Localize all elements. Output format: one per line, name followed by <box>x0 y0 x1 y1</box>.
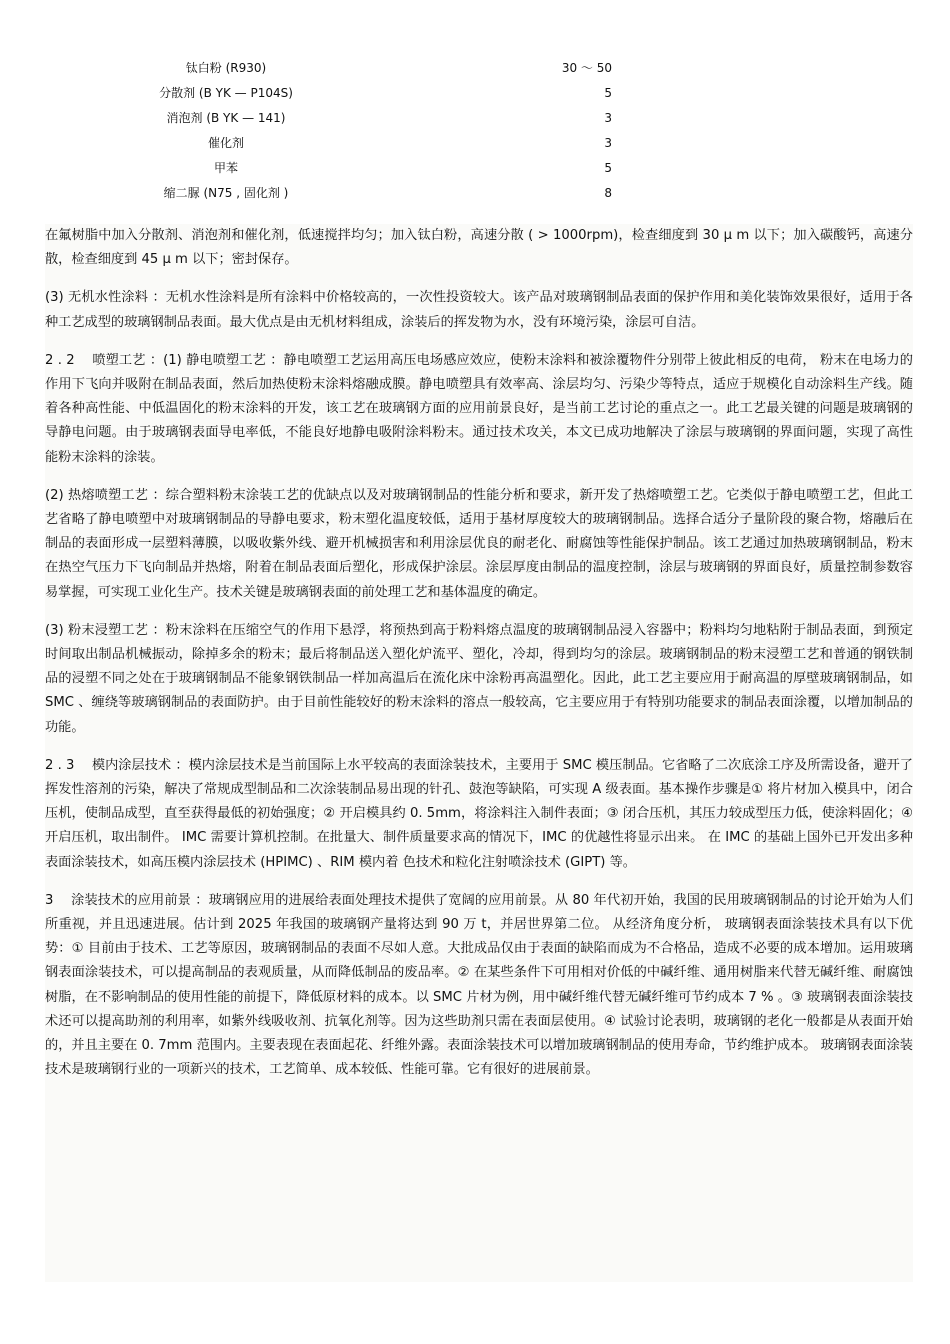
formula-table <box>0 60 950 210</box>
formula-row <box>0 135 950 160</box>
ingredient-amount: 3 <box>604 111 612 125</box>
formula-row <box>0 60 950 85</box>
ingredient-name: 钛白粉 (R930) <box>185 61 267 75</box>
document-body <box>45 224 913 1282</box>
paragraph-inorganic-coating: (3) 无机水性涂料 ：无机水性涂料是所有涂料中价格较高的，一次性投资较大。该产品对玻璃钢制品表面的保护作用和美化装饰效果很好，适用于各种工艺成型的玻璃钢制品表面。最大优点是由无机材料组成，涂装后的挥发物为水，没有环境污染，涂层可自洁。 <box>45 290 913 330</box>
paragraph-electrostatic-spraying: 2 . 2 喷塑工艺 ：(1) 静电喷塑工艺 ：静电喷塑工艺运用高压电场感应效应，使粉末涂料和被涂覆物件分别带上彼此相反的电荷， 粉末在电场力的作用下飞向并吸附在制品表面，然后加热使粉末涂料熔融成膜。静电喷塑具有效率高、涂层均匀、污染少等特点，适应于规模化自动涂料生产线。随着各种高性能、中低温固化的粉末涂料的开发，该工艺在玻璃钢方面的应用前景良好，是当前工艺讨论的重点之一。此工艺最关键的问题是玻璃钢的导静电问题。由于玻璃钢表面导电率低，不能良好地静电吸附涂料粉末。通过技术攻关，本文已成功地解决了涂层与玻璃钢的界面问题，实现了高性 能粉末涂料的涂装。 <box>45 352 913 465</box>
paragraph-preparation: 在氟树脂中加入分散剂、消泡剂和催化剂，低速搅拌均匀；加入钛白粉，高速分散 ( > 1000rpm)，检查细度到 30 μ m 以下；加入碳酸钙，高速分散，检查细度到 45 μ m 以下；密封保存。 <box>45 228 913 268</box>
ingredient-amount: 5 <box>604 86 612 100</box>
ingredient-amount: 5 <box>604 161 612 175</box>
paragraph-powder-dipping: (3) 粉末浸塑工艺 ：粉末涂料在压缩空气的作用下悬浮，将预热到高于粉料熔点温度的玻璃钢制品浸入容器中；粉料均匀地粘附于制品表面，到预定时间取出制品机械振动，除掉多余的粉末；最后将制品送入塑化炉流平、塑化，冷却，得到均匀的涂层。玻璃钢制品的粉末浸塑工艺和普通的钢铁制品的浸塑不同之处在于玻璃钢制品不能象钢铁制品一样加高温后在流化床中涂粉再高温塑化。因此，此工艺主要应用于耐高温的厚壁玻璃钢制品，如 SMC 、缠绕等玻璃钢制品的表面防护。由于目前性能较好的粉末涂料的溶点一般较高，它主要应用于有特别功能要求的制品表面涂覆，以增加制品的功能。 <box>45 622 913 735</box>
ingredient-name: 缩二脲 (N75 , 固化剂 ) <box>163 186 289 200</box>
formula-row <box>0 110 950 135</box>
formula-row <box>0 185 950 210</box>
paragraph-in-mold-coating: 2 . 3 模内涂层技术 ：模内涂层技术是当前国际上水平较高的表面涂装技术，主要用于 SMC 模压制品。它省略了二次底涂工序及所需设备，避开了挥发性溶剂的污染，解决了常规成型制品和二次涂装制品易出现的针孔、鼓泡等缺陷，可实现 A 级表面。基本操作步骤是① 将片材加入模具中，闭合压机，使制品成型，直至获得最低的初始强度；② 开启模具约 0. 5mm，将涂料注入制件表面；③ 闭合压机，其压力较成型压力低，使涂料固化；④ 开启压机，取出制件。 IMC 需要计算机控制。在批量大、制件质量要求高的情况下，IMC 的优越性将显示出来。 在 IMC 的基础上国外已开发出多种表面涂装技术，如高压模内涂层技术 (HPIMC) 、RIM 模内着 色技术和粒化注射喷涂技术 (GIPT) 等。 <box>45 757 913 870</box>
formula-row <box>0 160 950 185</box>
paragraph-hot-melt-spraying: (2) 热熔喷塑工艺 ：综合塑料粉末涂装工艺的优缺点以及对玻璃钢制品的性能分析和要求，新开发了热熔喷塑工艺。它类似于静电喷塑工艺，但此工艺省略了静电喷塑中对玻璃钢制品的导静电要求，粉末塑化温度较低，适用于基材厚度较大的玻璃钢制品。选择合适分子量阶段的聚合物，熔融后在制品的表面形成一层塑料薄膜，以吸收紫外线、避开机械损害和利用涂层优良的耐老化、耐腐蚀等性能保护制品。该工艺通过加热玻璃钢制品，粉末在热空气压力下飞向制品并热熔，附着在制品表面后塑化，形成保护涂层。涂层厚度由制品的温度控制，涂层与玻璃钢的界面良好，质量控制参数容易掌握，可实现工业化生产。技术关键是玻璃钢表面的前处理工艺和基体温度的确定。 <box>45 487 913 600</box>
ingredient-amount: 30 ～ 50 <box>561 61 612 75</box>
ingredient-name: 甲苯 <box>213 161 238 175</box>
ingredient-name: 消泡剂 (B YK — 141) <box>166 111 286 125</box>
formula-row <box>0 85 950 110</box>
ingredient-amount: 8 <box>604 186 612 200</box>
ingredient-name: 催化剂 <box>207 136 244 150</box>
ingredient-amount: 3 <box>604 136 612 150</box>
paragraph-application-prospects: 3 涂装技术的应用前景 ：玻璃钢应用的进展给表面处理技术提供了宽阔的应用前景。从 80 年代初开始，我国的民用玻璃钢制品的讨论开始为人们所重视，并且迅速进展。估计到 2025 年我国的玻璃钢产量将达到 90 万 t，并居世界第二位。 从经济角度分析， 玻璃钢表面涂装技术具有以下优势：① 目前由于技术、工艺等原因，玻璃钢制品的表面不尽如人意。大批成品仅由于表面的缺陷而成为不合格品，造成不必要的成本增加。运用玻璃钢表面涂装技术，可以提高制品的表观质量，从而降低制品的废品率。② 在某些条件下可用相对价低的中碱纤维、通用树脂来代替无碱纤维、耐腐蚀树脂，在不影响制品的使用性能的前提下，降低原材料的成本。以 SMC 片材为例，用中碱纤维代替无碱纤维可节约成本 7 % 。③ 玻璃钢表面涂装技术还可以提高助剂的利用率，如紫外线吸收剂、抗氧化剂等。因为这些助剂只需在表面层使用。④ 试验讨论表明，玻璃钢的老化一般都是从表面开始的，并且主要在 0. 7mm 范围内。主要表现在表面起花、纤维外露。表面涂装技术可以增加玻璃钢制品的使用寿命，节约维护成本。 玻璃钢表面涂装技术是玻璃钢行业的一项新兴的技术，工艺简单、成本较低、性能可靠。它有很好的进展前景。 <box>45 892 913 1078</box>
ingredient-name: 分散剂 (B YK — P104S) <box>159 86 293 100</box>
